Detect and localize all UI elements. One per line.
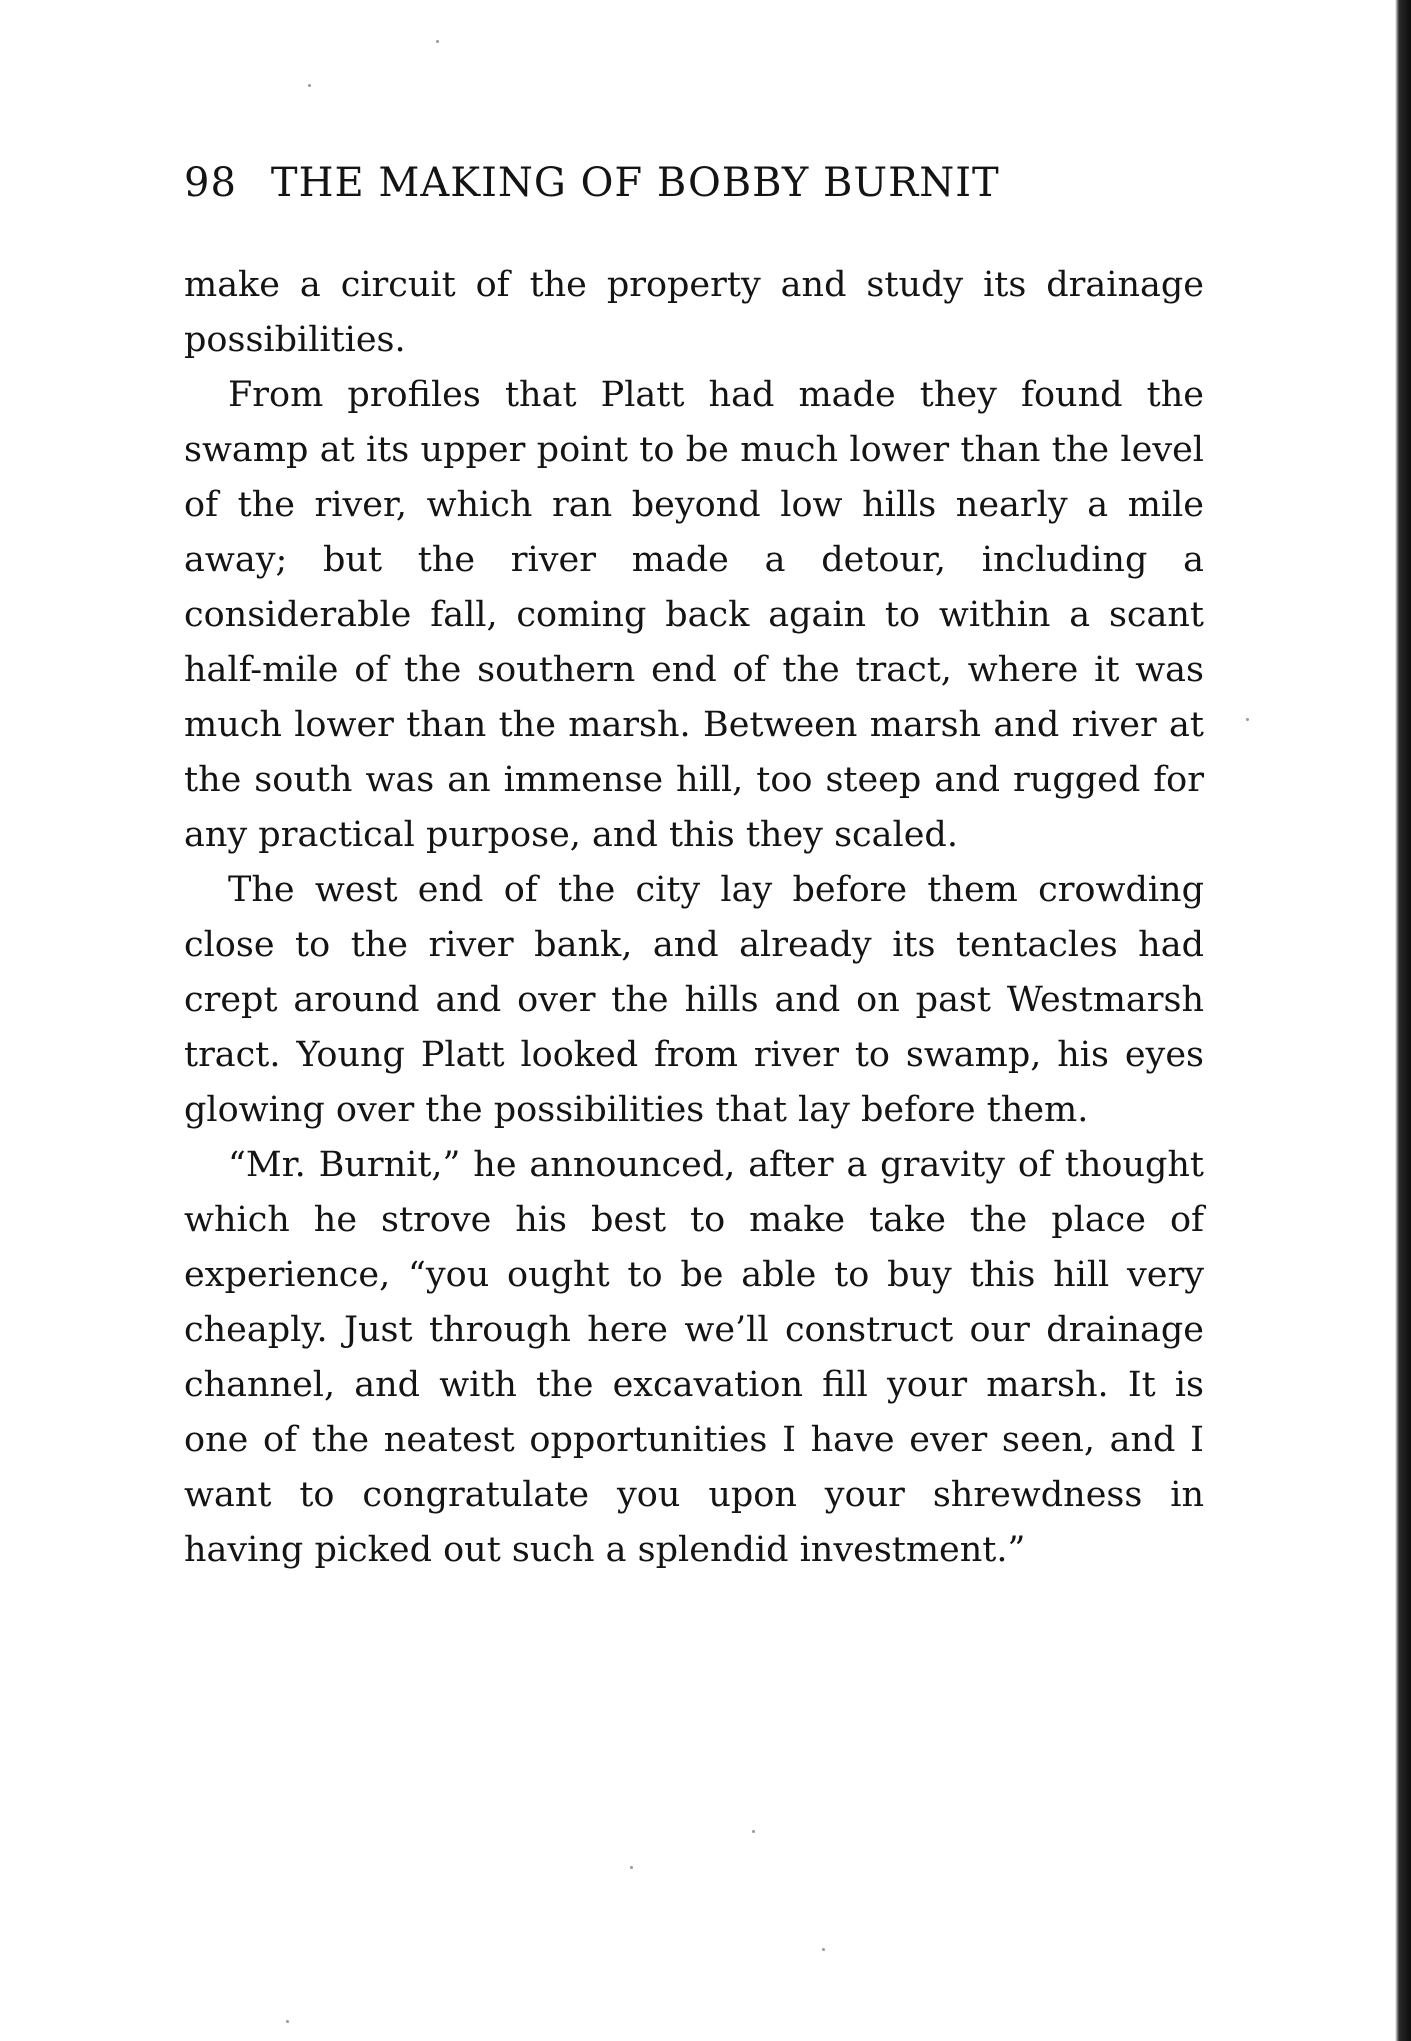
paper-speck [630,1866,633,1869]
paragraph-swamp-profiles: From profiles that Platt had made they found the swamp at its upper point to be much lower than the level of the river, which ran beyond low hills nearly a mile away; but the river made a detour, including a considerable fall, coming back again to within a scant half-mile of the southern end of the tract, where it was much lower than the marsh. Between marsh and river at the south was an immense hill, too steep and rugged for any practical purpose, and this they scaled. [184,375,1204,855]
paper-speck [1246,718,1249,721]
body-text [184,258,1204,1578]
paper-speck [822,1948,825,1951]
paper-speck [286,2020,289,2023]
paragraph-continuation: make a circuit of the property and study its drainage possibilities. [184,265,1204,360]
binding-edge [1395,0,1411,2041]
running-head [184,160,1204,206]
paper-speck [308,84,311,87]
paragraph-platt-speech: “Mr. Burnit,” he announced, after a gravity of thought which he strove his best to make take the place of experience, “you ought to be able to buy this hill very cheaply. Just through here we’ll construct our drainage channel, and with the excavation fill your marsh. It is one of the neatest opportunities I have ever seen, and I want to congratulate you upon your shrewdness in having picked out such a splendid investment.” [184,1145,1204,1570]
paper-speck [752,1830,755,1833]
book-title: THE MAKING OF BOBBY BURNIT [270,160,1000,206]
page-number: 98 [184,160,237,206]
paper-speck [436,40,439,43]
paragraph-city-view: The west end of the city lay before them crowding close to the river bank, and already its tentacles had crept around and over the hills and on past Westmarsh tract. Young Platt looked from river to swamp, his eyes glowing over the possibilities that lay before them. [184,870,1204,1130]
